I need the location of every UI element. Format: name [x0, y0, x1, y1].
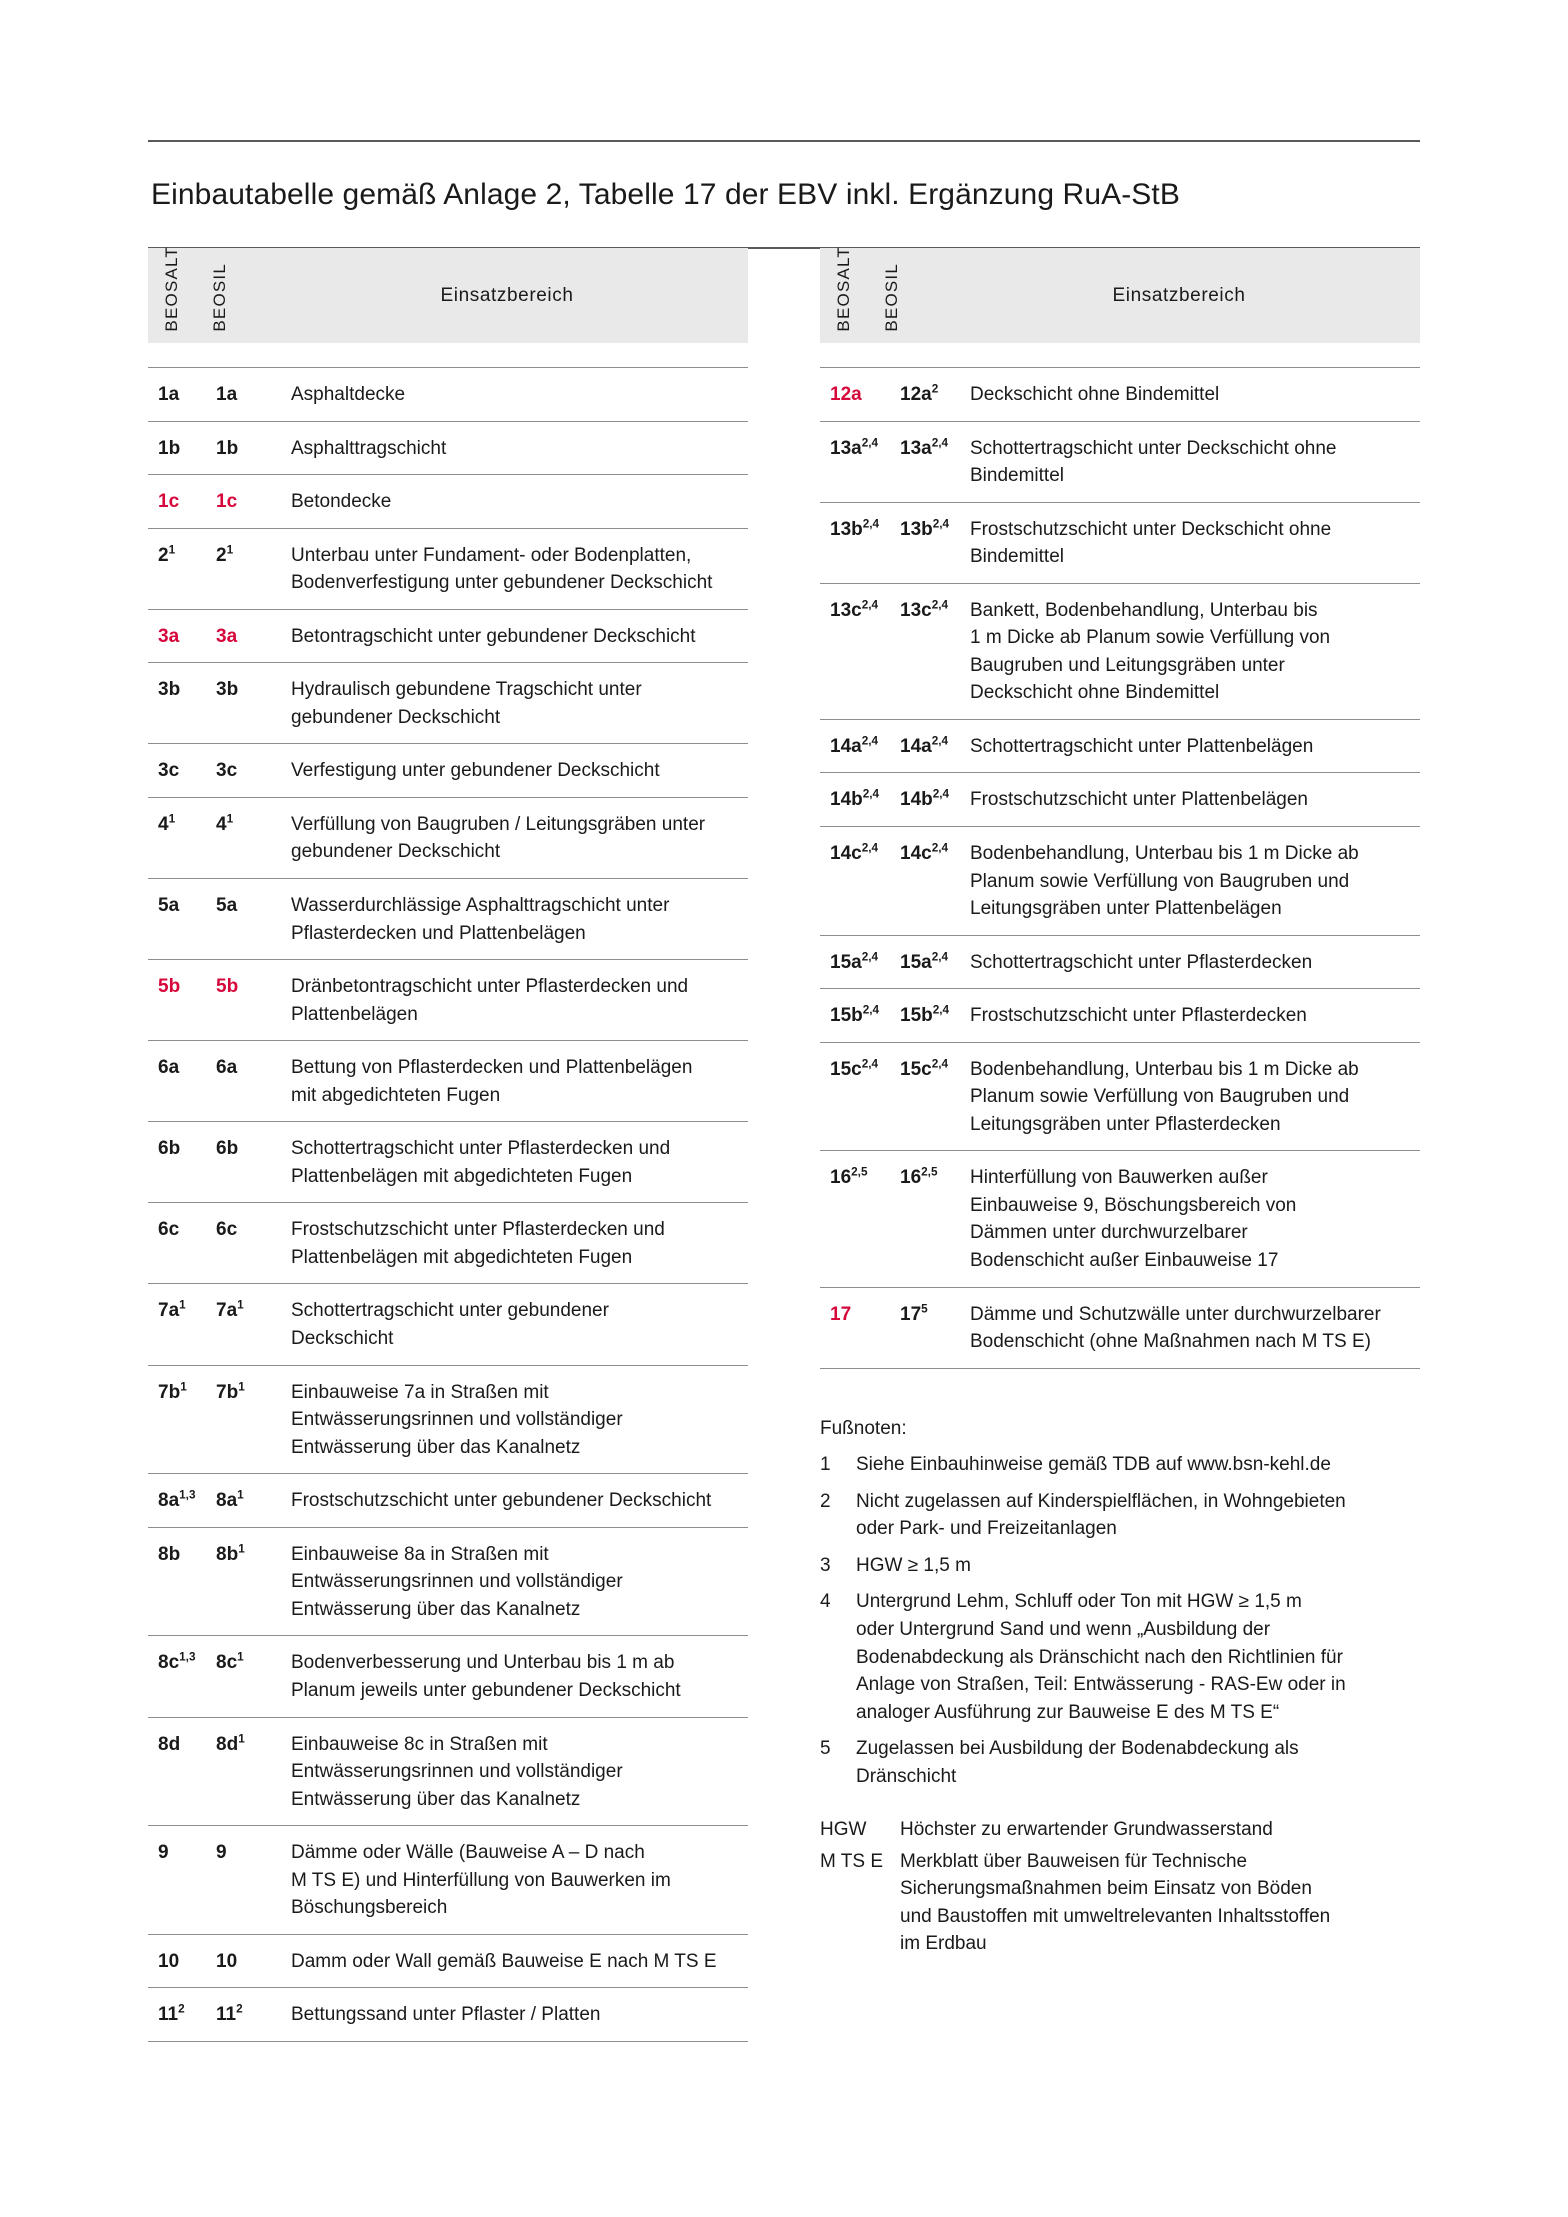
- table-row: [148, 1203, 748, 1284]
- description-line: mit abgedichteten Fugen: [291, 1084, 501, 1106]
- cell-beosil-code: $13a^{2,4}$: [900, 436, 949, 459]
- footnote-item: [820, 1735, 1420, 1790]
- description-line: Plattenbelägen mit abgedichteten Fugen: [291, 1246, 633, 1268]
- table-row: [820, 989, 1420, 1043]
- description-line: Hydraulisch gebundene Tragschicht unter: [291, 679, 642, 701]
- footnote-line: oder Untergrund Sand und wenn „Ausbildung der: [856, 1618, 1271, 1640]
- cell-einsatzbereich: [970, 435, 1420, 490]
- table-row: [148, 1528, 748, 1637]
- abbreviations-list: [820, 1816, 1420, 1958]
- cell-einsatzbereich: [970, 1301, 1420, 1356]
- cell-einsatzbereich: [291, 1379, 748, 1462]
- description-line: Bodenverfestigung unter gebundener Deckschicht: [291, 572, 713, 594]
- cell-einsatzbereich: [970, 1164, 1420, 1274]
- table-row: [148, 422, 748, 476]
- cell-beosalt-code: 1a: [158, 384, 180, 405]
- cell-beosalt-code: 1b: [158, 437, 181, 459]
- cell-einsatzbereich: [970, 516, 1420, 571]
- header-beosil: BEOSIL: [210, 263, 229, 332]
- abbreviation-key: HGW: [820, 1819, 867, 1841]
- cell-beosalt-code: $8c^{1,3}$: [158, 1651, 196, 1674]
- abbreviation-value: [900, 1848, 1420, 1958]
- left-table-header: [148, 248, 748, 343]
- description-line: Dämmen unter durchwurzelbarer: [970, 1222, 1248, 1244]
- description-line: Unterbau unter Fundament- oder Bodenplatten,: [291, 544, 692, 566]
- header-einsatzbereich: Einsatzbereich: [440, 284, 574, 306]
- cell-beosalt-code: $14a^{2,4}$: [830, 734, 879, 757]
- description-line: Einbauweise 9, Böschungsbereich von: [970, 1194, 1297, 1216]
- table-row: [148, 1718, 748, 1827]
- footnote-line: Bodenabdeckung als Dränschicht nach den Richtlinien für: [856, 1646, 1343, 1668]
- table-row: [148, 368, 748, 422]
- description-line: Einbauweise 8c in Straßen mit: [291, 1733, 548, 1755]
- description-line: Schottertragschicht unter Pflasterdecken: [970, 951, 1313, 973]
- description-line: Leitungsgräben unter Plattenbelägen: [970, 898, 1282, 920]
- abbreviation-line: Sicherungsmaßnahmen beim Einsatz von Böden: [900, 1878, 1312, 1900]
- header-beosalt: BEOSALT: [162, 246, 181, 332]
- cell-beosil-code: $17^5$: [900, 1302, 928, 1325]
- cell-beosil-code: $7b^1$: [216, 1380, 245, 1403]
- cell-einsatzbereich: [291, 381, 748, 409]
- table-row: [148, 1935, 748, 1989]
- footnote-text: [856, 1735, 1420, 1790]
- abbreviation-item: [820, 1848, 1420, 1958]
- table-row: [820, 584, 1420, 720]
- footnotes-section: [820, 1415, 1420, 1791]
- description-line: Deckschicht ohne Bindemittel: [970, 682, 1220, 704]
- footnote-line: Anlage von Straßen, Teil: Entwässerung - RAS-Ew oder in: [856, 1674, 1346, 1696]
- table-row: [148, 960, 748, 1041]
- abbreviation-line: und Baustoffen mit umweltrelevanten Inhaltsstoffen: [900, 1905, 1331, 1927]
- cell-beosalt-code: 6c: [158, 1219, 180, 1241]
- description-line: Asphalttragschicht: [291, 437, 447, 459]
- description-line: Verfüllung von Baugruben / Leitungsgräben unter: [291, 813, 706, 835]
- footnote-line: Dränschicht: [856, 1765, 957, 1787]
- description-line: Bodenbehandlung, Unterbau bis 1 m Dicke ab: [970, 1058, 1359, 1080]
- description-line: Dränbetontragschicht unter Pflasterdecken und: [291, 976, 689, 998]
- description-line: Bodenschicht (ohne Maßnahmen nach M TS E): [970, 1331, 1371, 1353]
- cell-beosalt-code: 5a: [158, 895, 180, 917]
- left-table-body: [148, 367, 748, 2042]
- footnote-number: 1: [820, 1454, 831, 1476]
- footnote-text: [856, 1488, 1420, 1543]
- cell-beosalt-code: 3a: [158, 625, 180, 647]
- description-line: Schottertragschicht unter Deckschicht ohne: [970, 437, 1337, 459]
- description-line: Entwässerungsrinnen und vollständiger: [291, 1571, 623, 1593]
- cell-beosalt-code: $4^1$: [158, 812, 176, 835]
- footnote-text: [856, 1552, 1420, 1580]
- cell-einsatzbereich: [970, 949, 1420, 977]
- table-row: [820, 422, 1420, 503]
- cell-beosalt-code: 3c: [158, 760, 180, 782]
- abbreviation-item: [820, 1816, 1420, 1844]
- cell-beosil-code: $14a^{2,4}$: [900, 734, 949, 757]
- abbreviation-value: [900, 1816, 1420, 1844]
- cell-einsatzbereich: [970, 1056, 1420, 1139]
- header-beosalt: BEOSALT: [834, 246, 853, 332]
- table-row: [148, 475, 748, 529]
- cell-beosil-code: $4^1$: [216, 812, 234, 835]
- table-row: [148, 1988, 748, 2042]
- table-row: [820, 1151, 1420, 1287]
- description-line: Böschungsbereich: [291, 1897, 448, 1919]
- description-line: Schottertragschicht unter Pflasterdecken und: [291, 1138, 671, 1160]
- cell-beosil-code: 1b: [216, 437, 239, 459]
- cell-beosil-code: $15c^{2,4}$: [900, 1057, 949, 1080]
- table-row: [820, 1288, 1420, 1369]
- cell-einsatzbereich: [970, 381, 1420, 409]
- cell-beosil-code: 3b: [216, 679, 239, 701]
- description-line: Pflasterdecken und Plattenbelägen: [291, 922, 586, 944]
- description-line: Bodenverbesserung und Unterbau bis 1 m ab: [291, 1652, 675, 1674]
- right-table-body: [820, 367, 1420, 1369]
- description-line: Frostschutzschicht unter Plattenbelägen: [970, 789, 1308, 811]
- cell-beosalt-code: $15a^{2,4}$: [830, 950, 879, 973]
- cell-beosalt-code: 8d: [158, 1733, 181, 1755]
- description-line: Baugruben und Leitungsgräben unter: [970, 654, 1285, 676]
- cell-einsatzbereich: [970, 786, 1420, 814]
- description-line: Asphaltdecke: [291, 384, 406, 405]
- cell-beosil-code: 1a: [216, 384, 238, 405]
- cell-einsatzbereich: [291, 488, 748, 516]
- footnote-number: 3: [820, 1554, 831, 1576]
- abbreviation-key: M TS E: [820, 1850, 883, 1872]
- cell-einsatzbereich: [291, 1731, 748, 1814]
- footnote-item: [820, 1488, 1420, 1543]
- cell-einsatzbereich: [970, 840, 1420, 923]
- cell-beosalt-code: $15c^{2,4}$: [830, 1057, 879, 1080]
- description-line: Frostschutzschicht unter Pflasterdecken: [970, 1005, 1307, 1027]
- description-line: Verfestigung unter gebundener Deckschicht: [291, 760, 660, 782]
- footnote-number: 2: [820, 1490, 831, 1512]
- cell-einsatzbereich: [291, 973, 748, 1028]
- description-line: Damm oder Wall gemäß Bauweise E nach M TS E: [291, 1950, 717, 1972]
- description-line: M TS E) und Hinterfüllung von Bauwerken im: [291, 1869, 671, 1891]
- cell-beosalt-code: 3b: [158, 679, 181, 701]
- description-line: Planum jeweils unter gebundener Deckschicht: [291, 1679, 681, 1701]
- cell-beosil-code: $2^1$: [216, 543, 234, 566]
- cell-beosil-code: 6a: [216, 1057, 238, 1079]
- description-line: Schottertragschicht unter gebundener: [291, 1300, 609, 1322]
- cell-beosalt-code: $13c^{2,4}$: [830, 598, 879, 621]
- abbreviation-line: Merkblatt über Bauweisen für Technische: [900, 1850, 1248, 1872]
- table-row: [820, 503, 1420, 584]
- title-rule-top: [148, 140, 1420, 142]
- description-line: Entwässerungsrinnen und vollständiger: [291, 1761, 623, 1783]
- abbreviation-line: Höchster zu erwartender Grundwasserstand: [900, 1819, 1273, 1841]
- description-line: Bodenbehandlung, Unterbau bis 1 m Dicke ab: [970, 843, 1359, 865]
- description-line: Frostschutzschicht unter Pflasterdecken und: [291, 1219, 665, 1241]
- description-line: 1 m Dicke ab Planum sowie Verfüllung von: [970, 627, 1331, 649]
- page-title: Einbautabelle gemäß Anlage 2, Tabelle 17 der EBV inkl. Ergänzung RuA-StB: [151, 178, 1180, 212]
- cell-einsatzbereich: [291, 1649, 748, 1704]
- cell-beosil-code: 3c: [216, 760, 238, 782]
- cell-beosalt-code: 6b: [158, 1138, 181, 1160]
- table-row: [820, 827, 1420, 936]
- description-line: Deckschicht: [291, 1328, 394, 1350]
- cell-beosalt-code: 12a: [830, 384, 862, 405]
- description-line: Schottertragschicht unter Plattenbelägen: [970, 735, 1314, 757]
- table-row: [148, 1636, 748, 1717]
- table-row: [148, 879, 748, 960]
- cell-beosalt-code: $13b^{2,4}$: [830, 517, 880, 540]
- cell-beosil-code: 6c: [216, 1219, 238, 1241]
- cell-einsatzbereich: [291, 676, 748, 731]
- table-row: [148, 1284, 748, 1365]
- cell-einsatzbereich: [291, 542, 748, 597]
- cell-beosalt-code: $14b^{2,4}$: [830, 788, 880, 811]
- footnote-item: [820, 1552, 1420, 1580]
- table-row: [820, 936, 1420, 990]
- description-line: Frostschutzschicht unter gebundener Deckschicht: [291, 1490, 712, 1512]
- description-line: Frostschutzschicht unter Deckschicht ohne: [970, 518, 1332, 540]
- cell-beosil-code: 1c: [216, 491, 238, 513]
- cell-beosil-code: $11^2$: [216, 2003, 243, 2026]
- footnote-line: Untergrund Lehm, Schluff oder Ton mit HGW ≥ 1,5 m: [856, 1591, 1302, 1613]
- cell-einsatzbereich: [970, 597, 1420, 707]
- cell-einsatzbereich: [291, 1487, 748, 1515]
- description-line: gebundener Deckschicht: [291, 841, 501, 863]
- cell-beosil-code: $15a^{2,4}$: [900, 950, 949, 973]
- cell-beosalt-code: $14c^{2,4}$: [830, 841, 879, 865]
- description-line: Dämme und Schutzwälle unter durchwurzelbarer: [970, 1303, 1381, 1325]
- cell-einsatzbereich: [291, 2001, 748, 2029]
- cell-beosil-code: $8a^1$: [216, 1488, 244, 1512]
- description-line: Planum sowie Verfüllung von Baugruben und: [970, 1086, 1350, 1108]
- description-line: Entwässerung über das Kanalnetz: [291, 1788, 581, 1810]
- table-row: [820, 720, 1420, 774]
- table-row: [148, 1122, 748, 1203]
- description-line: Entwässerung über das Kanalnetz: [291, 1436, 581, 1458]
- cell-beosalt-code: $8a^{1,3}$: [158, 1488, 196, 1512]
- table-row: [148, 744, 748, 798]
- cell-beosil-code: 9: [216, 1842, 227, 1864]
- footnote-line: Nicht zugelassen auf Kinderspielflächen, in Wohngebieten: [856, 1490, 1346, 1512]
- table-row: [148, 663, 748, 744]
- table-row: [148, 529, 748, 610]
- cell-beosil-code: 5a: [216, 895, 238, 917]
- cell-einsatzbereich: [291, 1054, 748, 1109]
- table-row: [148, 1366, 748, 1475]
- table-row: [820, 773, 1420, 827]
- description-line: Deckschicht ohne Bindemittel: [970, 384, 1220, 405]
- description-line: Wasserdurchlässige Asphalttragschicht unter: [291, 895, 670, 917]
- cell-beosalt-code: $11^2$: [158, 2003, 185, 2026]
- cell-beosil-code: 3a: [216, 625, 238, 647]
- cell-einsatzbereich: [291, 757, 748, 785]
- footnotes-list: [820, 1451, 1420, 1790]
- footnote-text: [856, 1588, 1420, 1726]
- footnote-text: [856, 1451, 1420, 1479]
- cell-beosil-code: 6b: [216, 1138, 239, 1160]
- footnote-item: [820, 1451, 1420, 1479]
- cell-beosalt-code: 17: [830, 1303, 852, 1325]
- header-einsatzbereich: Einsatzbereich: [1112, 284, 1246, 306]
- description-line: Bankett, Bodenbehandlung, Unterbau bis: [970, 599, 1318, 621]
- cell-beosalt-code: 16$^{2,5}$: [830, 1166, 868, 1189]
- table-row: [148, 1826, 748, 1935]
- cell-beosil-code: $15b^{2,4}$: [900, 1003, 950, 1027]
- table-row: [148, 798, 748, 879]
- description-line: Bodenschicht außer Einbauweise 17: [970, 1250, 1279, 1272]
- cell-einsatzbereich: [291, 1297, 748, 1352]
- cell-beosil-code: 10: [216, 1950, 238, 1972]
- description-line: gebundener Deckschicht: [291, 706, 501, 728]
- document-page: [148, 0, 1420, 2217]
- table-row: [148, 610, 748, 664]
- cell-einsatzbereich: [291, 1948, 748, 1976]
- cell-einsatzbereich: [291, 1541, 748, 1624]
- cell-einsatzbereich: [970, 1002, 1420, 1030]
- cell-beosil-code: $8b^1$: [216, 1542, 245, 1565]
- description-line: Bindemittel: [970, 546, 1064, 568]
- description-line: Einbauweise 7a in Straßen mit: [291, 1381, 549, 1403]
- cell-einsatzbereich: [970, 733, 1420, 761]
- right-table-header: [820, 248, 1420, 343]
- footnote-line: HGW ≥ 1,5 m: [856, 1554, 971, 1576]
- cell-beosil-code: $8d^1$: [216, 1732, 245, 1755]
- cell-einsatzbereich: [291, 892, 748, 947]
- cell-beosil-code: $14c^{2,4}$: [900, 841, 949, 865]
- description-line: Plattenbelägen mit abgedichteten Fugen: [291, 1165, 633, 1187]
- cell-beosalt-code: 5b: [158, 976, 181, 998]
- cell-beosalt-code: 10: [158, 1950, 180, 1972]
- footnote-line: Zugelassen bei Ausbildung der Bodenabdeckung als: [856, 1738, 1299, 1760]
- cell-beosil-code: $7a^1$: [216, 1299, 244, 1322]
- description-line: Dämme oder Wälle (Bauweise A – D nach: [291, 1842, 645, 1864]
- description-line: Einbauweise 8a in Straßen mit: [291, 1543, 549, 1565]
- table-row: [820, 1043, 1420, 1152]
- right-table-column: [820, 248, 1420, 1962]
- cell-beosil-code: $13c^{2,4}$: [900, 598, 949, 621]
- cell-beosalt-code: 8b: [158, 1543, 181, 1565]
- cell-beosil-code: $8c^1$: [216, 1651, 244, 1674]
- header-beosil: BEOSIL: [882, 263, 901, 332]
- table-row: [148, 1041, 748, 1122]
- description-line: Entwässerungsrinnen und vollständiger: [291, 1409, 623, 1431]
- description-line: Betondecke: [291, 491, 392, 513]
- left-table-column: [148, 248, 748, 2042]
- description-line: Bettungssand unter Pflaster / Platten: [291, 2004, 601, 2026]
- cell-einsatzbereich: [291, 811, 748, 866]
- cell-einsatzbereich: [291, 1216, 748, 1271]
- abbreviation-line: im Erdbau: [900, 1933, 987, 1955]
- footnote-number: 5: [820, 1738, 831, 1760]
- cell-beosalt-code: $13a^{2,4}$: [830, 436, 879, 459]
- description-line: Plattenbelägen: [291, 1003, 418, 1025]
- description-line: Planum sowie Verfüllung von Baugruben und: [970, 870, 1350, 892]
- table-row: [820, 368, 1420, 422]
- cell-beosalt-code: $2^1$: [158, 543, 176, 566]
- footnote-number: 4: [820, 1591, 831, 1613]
- cell-einsatzbereich: [291, 1839, 748, 1922]
- cell-einsatzbereich: [291, 435, 748, 463]
- description-line: Bettung von Pflasterdecken und Plattenbelägen: [291, 1057, 693, 1079]
- cell-beosil-code: $13b^{2,4}$: [900, 517, 950, 540]
- footnote-line: Siehe Einbauhinweise gemäß TDB auf www.bsn-kehl.de: [856, 1454, 1331, 1476]
- title-block: [148, 140, 1420, 249]
- description-line: Entwässerung über das Kanalnetz: [291, 1598, 581, 1620]
- cell-beosalt-code: $15b^{2,4}$: [830, 1003, 880, 1027]
- cell-beosalt-code: 6a: [158, 1057, 180, 1079]
- cell-beosalt-code: 1c: [158, 491, 180, 513]
- footnotes-title: Fußnoten:: [820, 1417, 907, 1439]
- cell-einsatzbereich: [291, 1135, 748, 1190]
- description-line: Hinterfüllung von Bauwerken außer: [970, 1167, 1268, 1189]
- cell-einsatzbereich: [291, 623, 748, 651]
- cell-beosil-code: $14b^{2,4}$: [900, 788, 950, 811]
- cell-beosil-code: 5b: [216, 976, 239, 998]
- description-line: Bindemittel: [970, 465, 1064, 487]
- cell-beosalt-code: $7b^1$: [158, 1380, 187, 1403]
- description-line: Betontragschicht unter gebundener Deckschicht: [291, 625, 696, 647]
- footnote-line: analoger Ausführung zur Bauweise E des M TS E“: [856, 1701, 1280, 1723]
- description-line: Leitungsgräben unter Pflasterdecken: [970, 1113, 1281, 1135]
- cell-beosil-code: $12a^2$: [900, 382, 939, 405]
- cell-beosil-code: 16$^{2,5}$: [900, 1166, 938, 1189]
- table-row: [148, 1474, 748, 1528]
- cell-beosalt-code: $7a^1$: [158, 1299, 186, 1322]
- footnote-item: [820, 1588, 1420, 1726]
- footnote-line: oder Park- und Freizeitanlagen: [856, 1518, 1117, 1540]
- cell-beosalt-code: 9: [158, 1842, 169, 1864]
